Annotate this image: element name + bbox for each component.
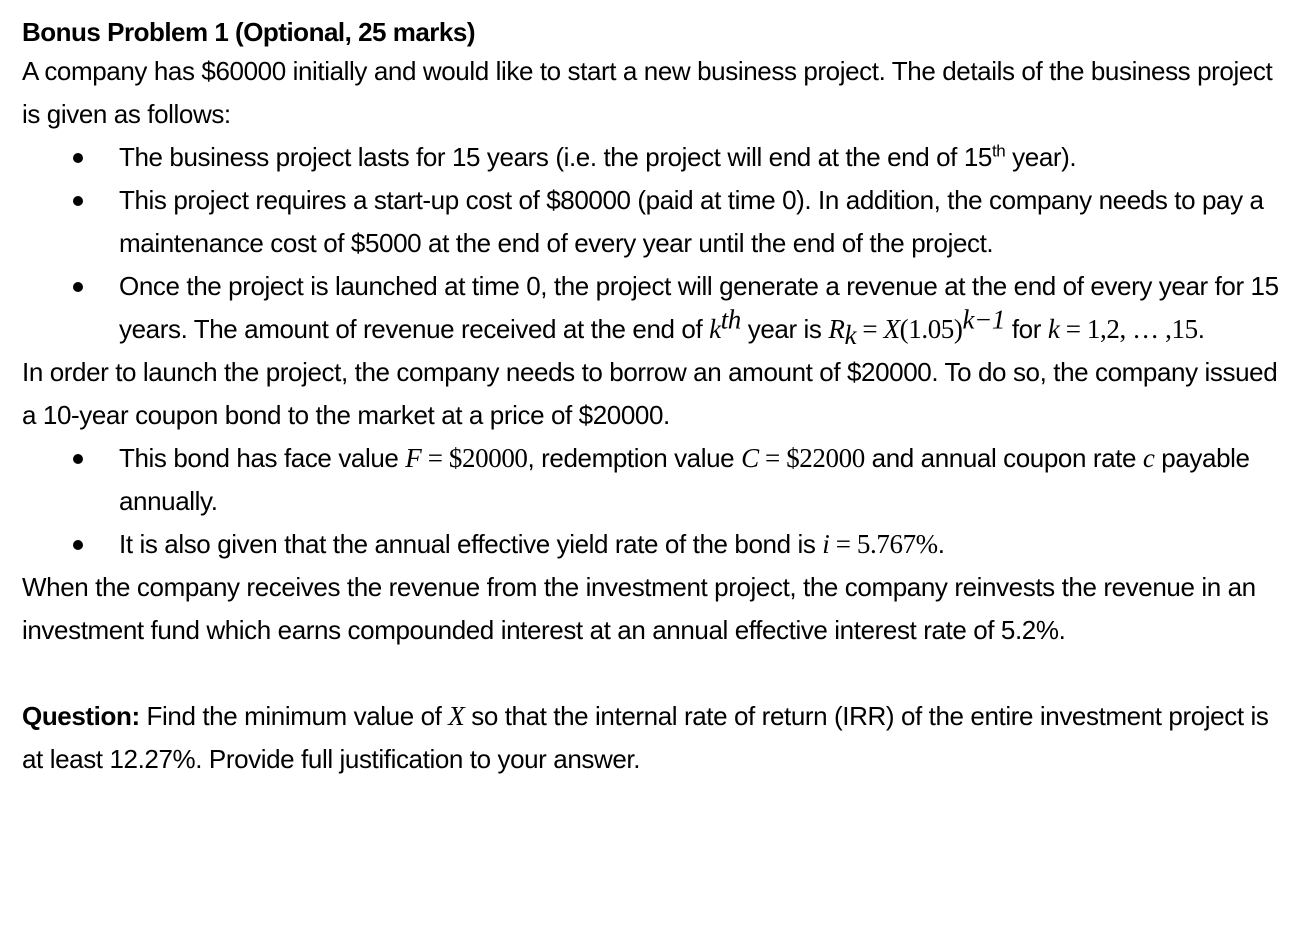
list-item: It is also given that the annual effective yield rate of the bond is i = 5.767%. — [22, 523, 1284, 566]
list-item: This project requires a start-up cost of $80000 (paid at time 0). In addition, the company needs to pay a maintenance cost of $5000 at the end of every year until the end of the project. — [22, 179, 1284, 265]
intro-paragraph: A company has $60000 initially and would like to start a new business project. The details of the business project is given as follows: — [22, 56, 1273, 129]
document — [22, 14, 1284, 781]
reinvest-paragraph: When the company receives the revenue from the investment project, the company reinvests the revenue in an investment fund which earns compounded interest at an annual effective interest rate of 5.2%. — [22, 572, 1256, 645]
list-item: The business project lasts for 15 years (i.e. the project will end at the end of 15th year). — [22, 136, 1284, 179]
list-item: Once the project is launched at time 0, the project will generate a revenue at the end of every year for 15 years. The amount of revenue received at the end of $k^{th}$ year is $R_k = X(1.05)^{k-1}$ for k = 1,2, … ,15. — [22, 265, 1284, 351]
problem-title: Bonus Problem 1 (Optional, 25 marks) — [22, 17, 475, 47]
bond-details-list — [22, 437, 1284, 566]
project-details-list — [22, 136, 1284, 351]
list-item: This bond has face value F = $20000, redemption value C = $22000 and annual coupon rate c payable annually. — [22, 437, 1284, 523]
question-label: Question: — [22, 701, 140, 731]
question-paragraph: Question: Find the minimum value of X so that the internal rate of return (IRR) of the entire investment project is at least 12.27%. Provide full justification to your answer. — [22, 701, 1269, 774]
borrow-paragraph: In order to launch the project, the company needs to borrow an amount of $20000. To do so, the company issued a 10-year coupon bond to the market at a price of $20000. — [22, 357, 1278, 430]
spacer — [22, 652, 1284, 695]
